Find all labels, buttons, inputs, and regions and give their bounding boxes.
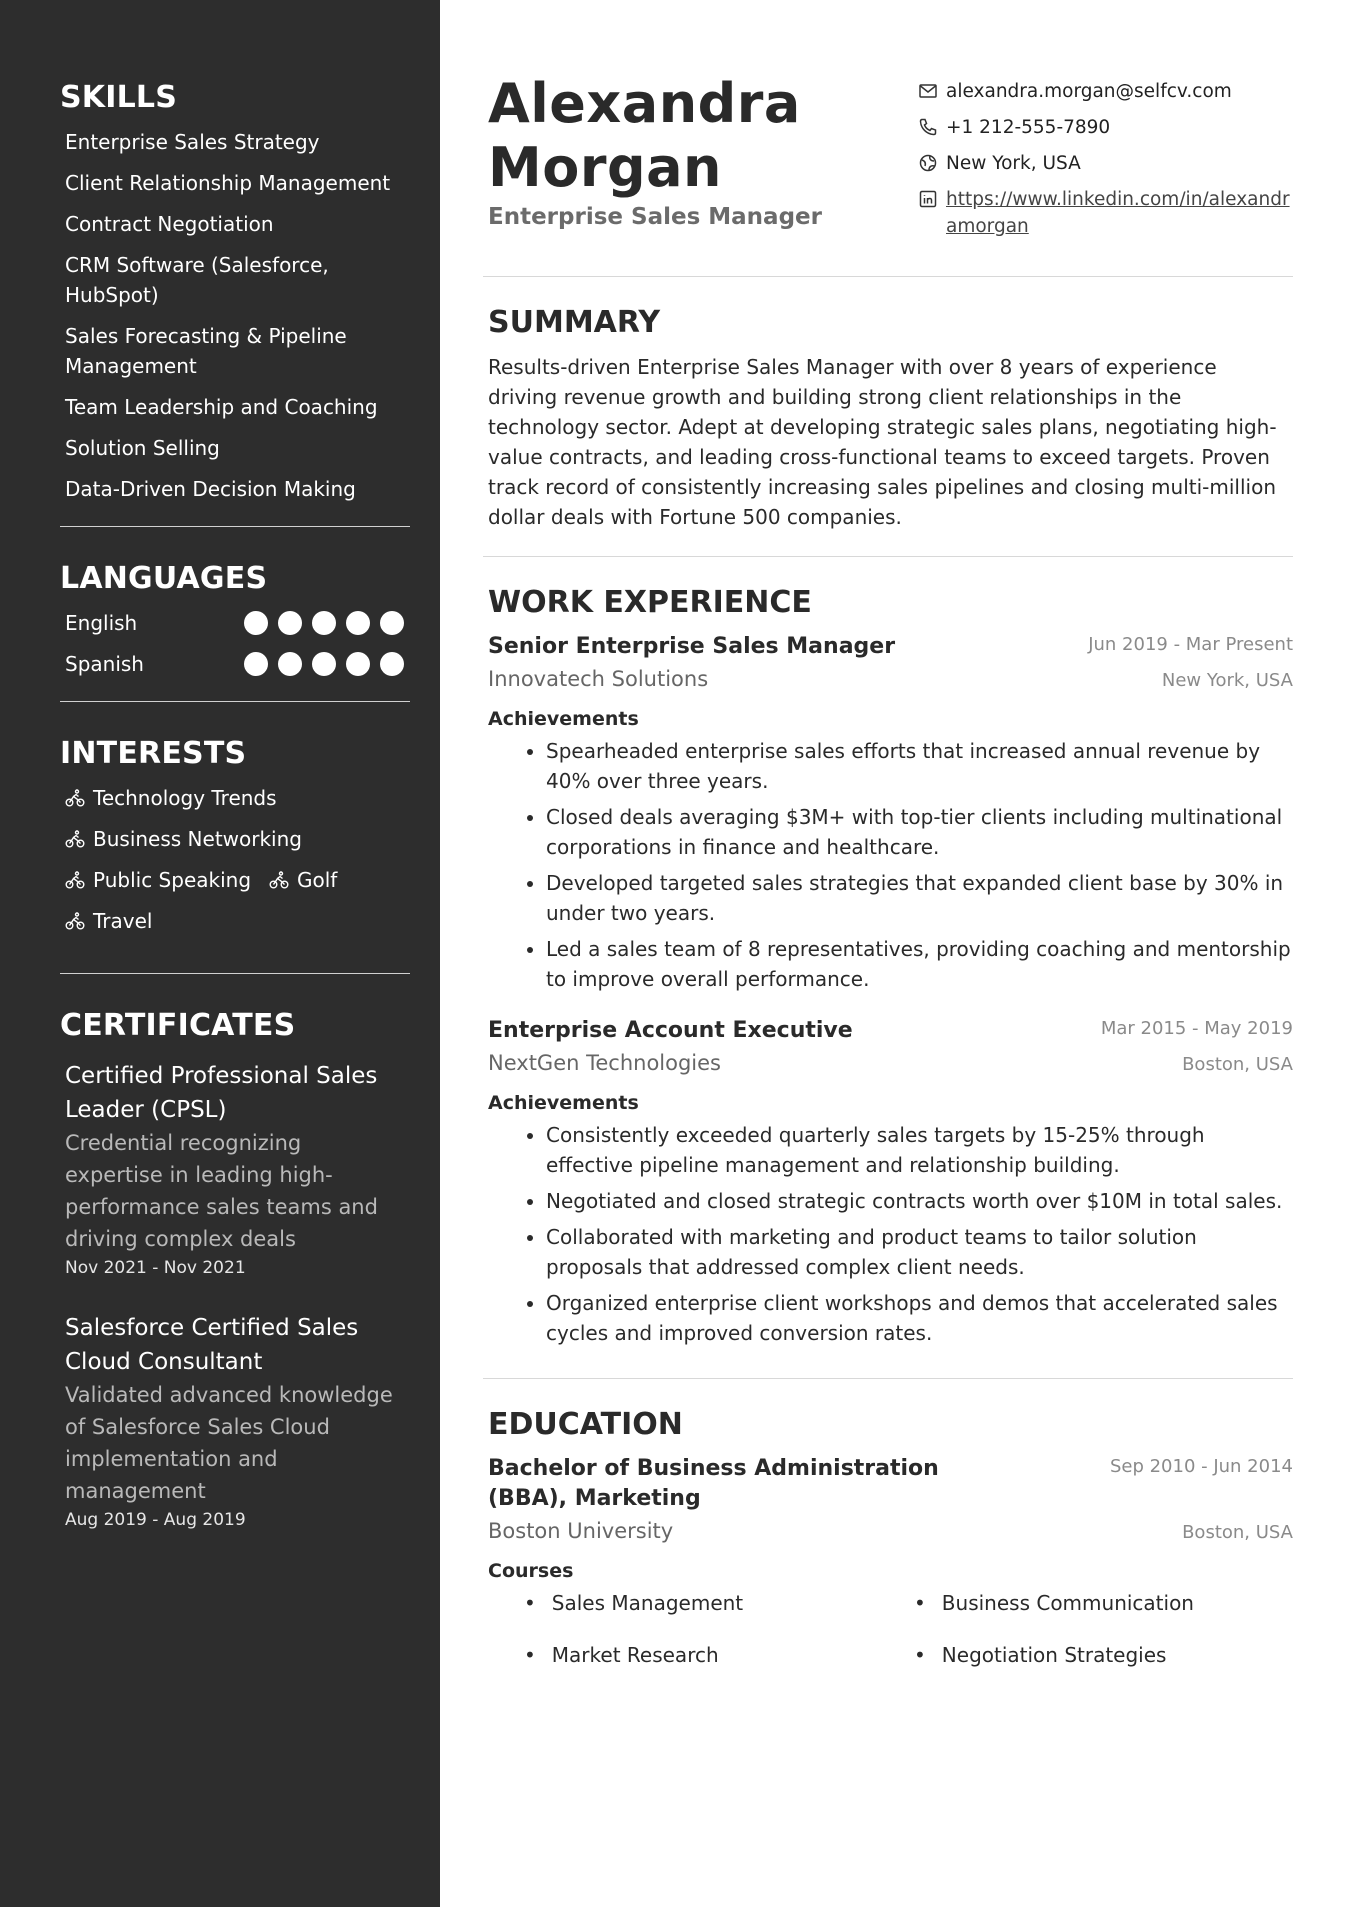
languages-title: LANGUAGES [60,561,268,596]
linkedin-icon [918,189,938,209]
education-entry [488,1454,1293,1670]
contact-linkedin [918,186,1293,240]
skills-title: SKILLS [60,80,178,115]
cycling-icon [65,911,85,931]
courses-list [488,1588,1293,1670]
contact-location [918,150,1293,177]
interest-label: Business Networking [93,827,302,851]
job-company: Innovatech Solutions [488,667,709,691]
skill-item: Data-Driven Decision Making [65,477,356,501]
level-dot [244,652,268,676]
interest-label: Golf [297,868,338,892]
experience-section [483,557,1293,1379]
certificate-description: Validated advanced knowledge of Salesforce Sales Cloud implementation and management [65,1383,393,1503]
mail-icon [918,81,938,101]
cycling-icon [65,788,85,808]
certificate-name: Salesforce Certified Sales Cloud Consultant [65,1315,359,1375]
level-dot [346,611,370,635]
education-header [488,1454,1293,1514]
job-header [488,632,1293,662]
job-date: Jun 2019 - Mar Present [1088,634,1293,655]
certificates-section [60,1008,410,1533]
achievement-item: • Consistently exceeded quarterly sales targets by 15-25% through effective pipeline management and relationship building. [546,1120,1293,1180]
job-role: Enterprise Account Executive [488,1018,853,1043]
interest-item [269,865,337,895]
sidebar [0,0,440,1907]
achievement-item: • Negotiated and closed strategic contracts worth over $10M in total sales. [546,1186,1293,1216]
course-item: • Market Research [488,1640,878,1670]
certificate-date: Nov 2021 - Nov 2021 [65,1258,246,1278]
summary-title: SUMMARY [488,305,661,340]
job-role: Senior Enterprise Sales Manager [488,634,896,659]
skill-item: Team Leadership and Coaching [65,395,378,419]
skill-item: CRM Software (Salesforce, HubSpot) [65,253,329,307]
achievement-item: • Collaborated with marketing and product teams to tailor solution proposals that addressed complex client needs. [546,1222,1293,1282]
level-dot [312,611,336,635]
email-text: alexandra.morgan@selfcv.com [946,81,1232,102]
language-level-dots [244,611,410,635]
sidebar-divider [60,526,410,527]
cycling-icon [65,829,85,849]
education-subheader [488,1516,1293,1546]
level-dot [278,652,302,676]
skill-item: Contract Negotiation [65,212,274,236]
job-subheader [488,1048,1293,1078]
level-dot [312,652,336,676]
level-dot [244,611,268,635]
location-text: New York, USA [946,153,1081,174]
contact-list [918,78,1293,249]
education-section [483,1379,1293,1716]
last-name: Morgan [488,136,723,199]
sidebar-divider [60,973,410,974]
school-location: Boston, USA [1182,1522,1293,1543]
languages-section [60,561,410,679]
job-entry [488,1016,1293,1348]
job-date: Mar 2015 - May 2019 [1100,1018,1293,1039]
level-dot [346,652,370,676]
candidate-name [488,72,801,200]
interest-item [65,865,251,895]
interest-label: Public Speaking [93,868,252,892]
skill-item: Solution Selling [65,436,220,460]
job-entry [488,632,1293,994]
certificates-title: CERTIFICATES [60,1008,296,1043]
interests-section [60,736,410,947]
experience-title: WORK EXPERIENCE [488,585,812,620]
school-name: Boston University [488,1519,674,1543]
resume-header [483,0,1293,277]
achievements-label: Achievements [488,1092,639,1114]
skills-section [60,80,410,504]
skill-item: Client Relationship Management [65,171,391,195]
summary-section [483,277,1293,557]
job-title: Enterprise Sales Manager [488,204,822,230]
job-location: Boston, USA [1182,1054,1293,1075]
education-date: Sep 2010 - Jun 2014 [1109,1456,1293,1477]
interest-item [65,824,302,854]
interest-item [65,783,277,813]
skills-list [60,127,410,504]
achievements-list [488,736,1293,994]
achievements-list [488,1120,1293,1348]
job-subheader [488,664,1293,694]
level-dot [380,652,404,676]
phone-text: +1 212-555-7890 [946,117,1111,138]
interest-label: Technology Trends [93,786,277,810]
phone-icon [918,117,938,137]
main-content [483,0,1293,1716]
cycling-icon [269,870,289,890]
linkedin-link[interactable]: https://www.linkedin.com/in/alexandramorgan [946,189,1290,237]
sidebar-divider [60,701,410,702]
degree: Bachelor of Business Administration (BBA), Marketing [488,1456,939,1511]
interest-label: Travel [93,909,153,933]
achievement-item: • Led a sales team of 8 representatives, providing coaching and mentorship to improve overall performance. [546,934,1293,994]
level-dot [278,611,302,635]
interest-item [65,906,152,936]
certificate-item [60,1059,400,1281]
interests-title: INTERESTS [60,736,247,771]
job-header [488,1016,1293,1046]
achievement-item: • Organized enterprise client workshops and demos that accelerated sales cycles and improved conversion rates. [546,1288,1293,1348]
language-level-dots [244,652,410,676]
certificate-date: Aug 2019 - Aug 2019 [65,1510,246,1530]
contact-email [918,78,1293,105]
language-row [60,608,410,638]
skill-item: Sales Forecasting & Pipeline Management [65,324,347,378]
education-title: EDUCATION [488,1407,683,1442]
certificate-description: Credential recognizing expertise in leading high-performance sales teams and driving complex deals [65,1131,378,1251]
language-row [60,649,410,679]
course-item: • Business Communication [878,1588,1268,1618]
courses-label: Courses [488,1560,574,1582]
achievement-item: • Developed targeted sales strategies that expanded client base by 30% in under two years. [546,868,1293,928]
skill-item: Enterprise Sales Strategy [65,130,320,154]
interests-list [60,783,390,947]
globe-icon [918,153,938,173]
certificate-name: Certified Professional Sales Leader (CPSL) [65,1063,378,1123]
certificate-item [60,1311,400,1533]
course-item: • Negotiation Strategies [878,1640,1268,1670]
contact-phone [918,114,1293,141]
achievement-item: • Spearheaded enterprise sales efforts that increased annual revenue by 40% over three years. [546,736,1293,796]
summary-text: Results-driven Enterprise Sales Manager with over 8 years of experience driving revenue growth and building strong client relationships in the technology sector. Adept at developing strategic sales plans, negotiating high-value contracts, and leading cross-functional teams to exceed targets. Proven track record of consistently increasing sales pipelines and closing multi-million dollar deals with Fortune 500 companies. [488,355,1277,529]
first-name: Alexandra [488,72,801,135]
achievements-label: Achievements [488,708,639,730]
cycling-icon [65,870,85,890]
language-name: English [65,611,138,635]
course-item: • Sales Management [488,1588,878,1618]
level-dot [380,611,404,635]
language-name: Spanish [65,652,144,676]
job-location: New York, USA [1161,670,1293,691]
achievement-item: • Closed deals averaging $3M+ with top-tier clients including multinational corporations in finance and healthcare. [546,802,1293,862]
job-company: NextGen Technologies [488,1051,721,1075]
